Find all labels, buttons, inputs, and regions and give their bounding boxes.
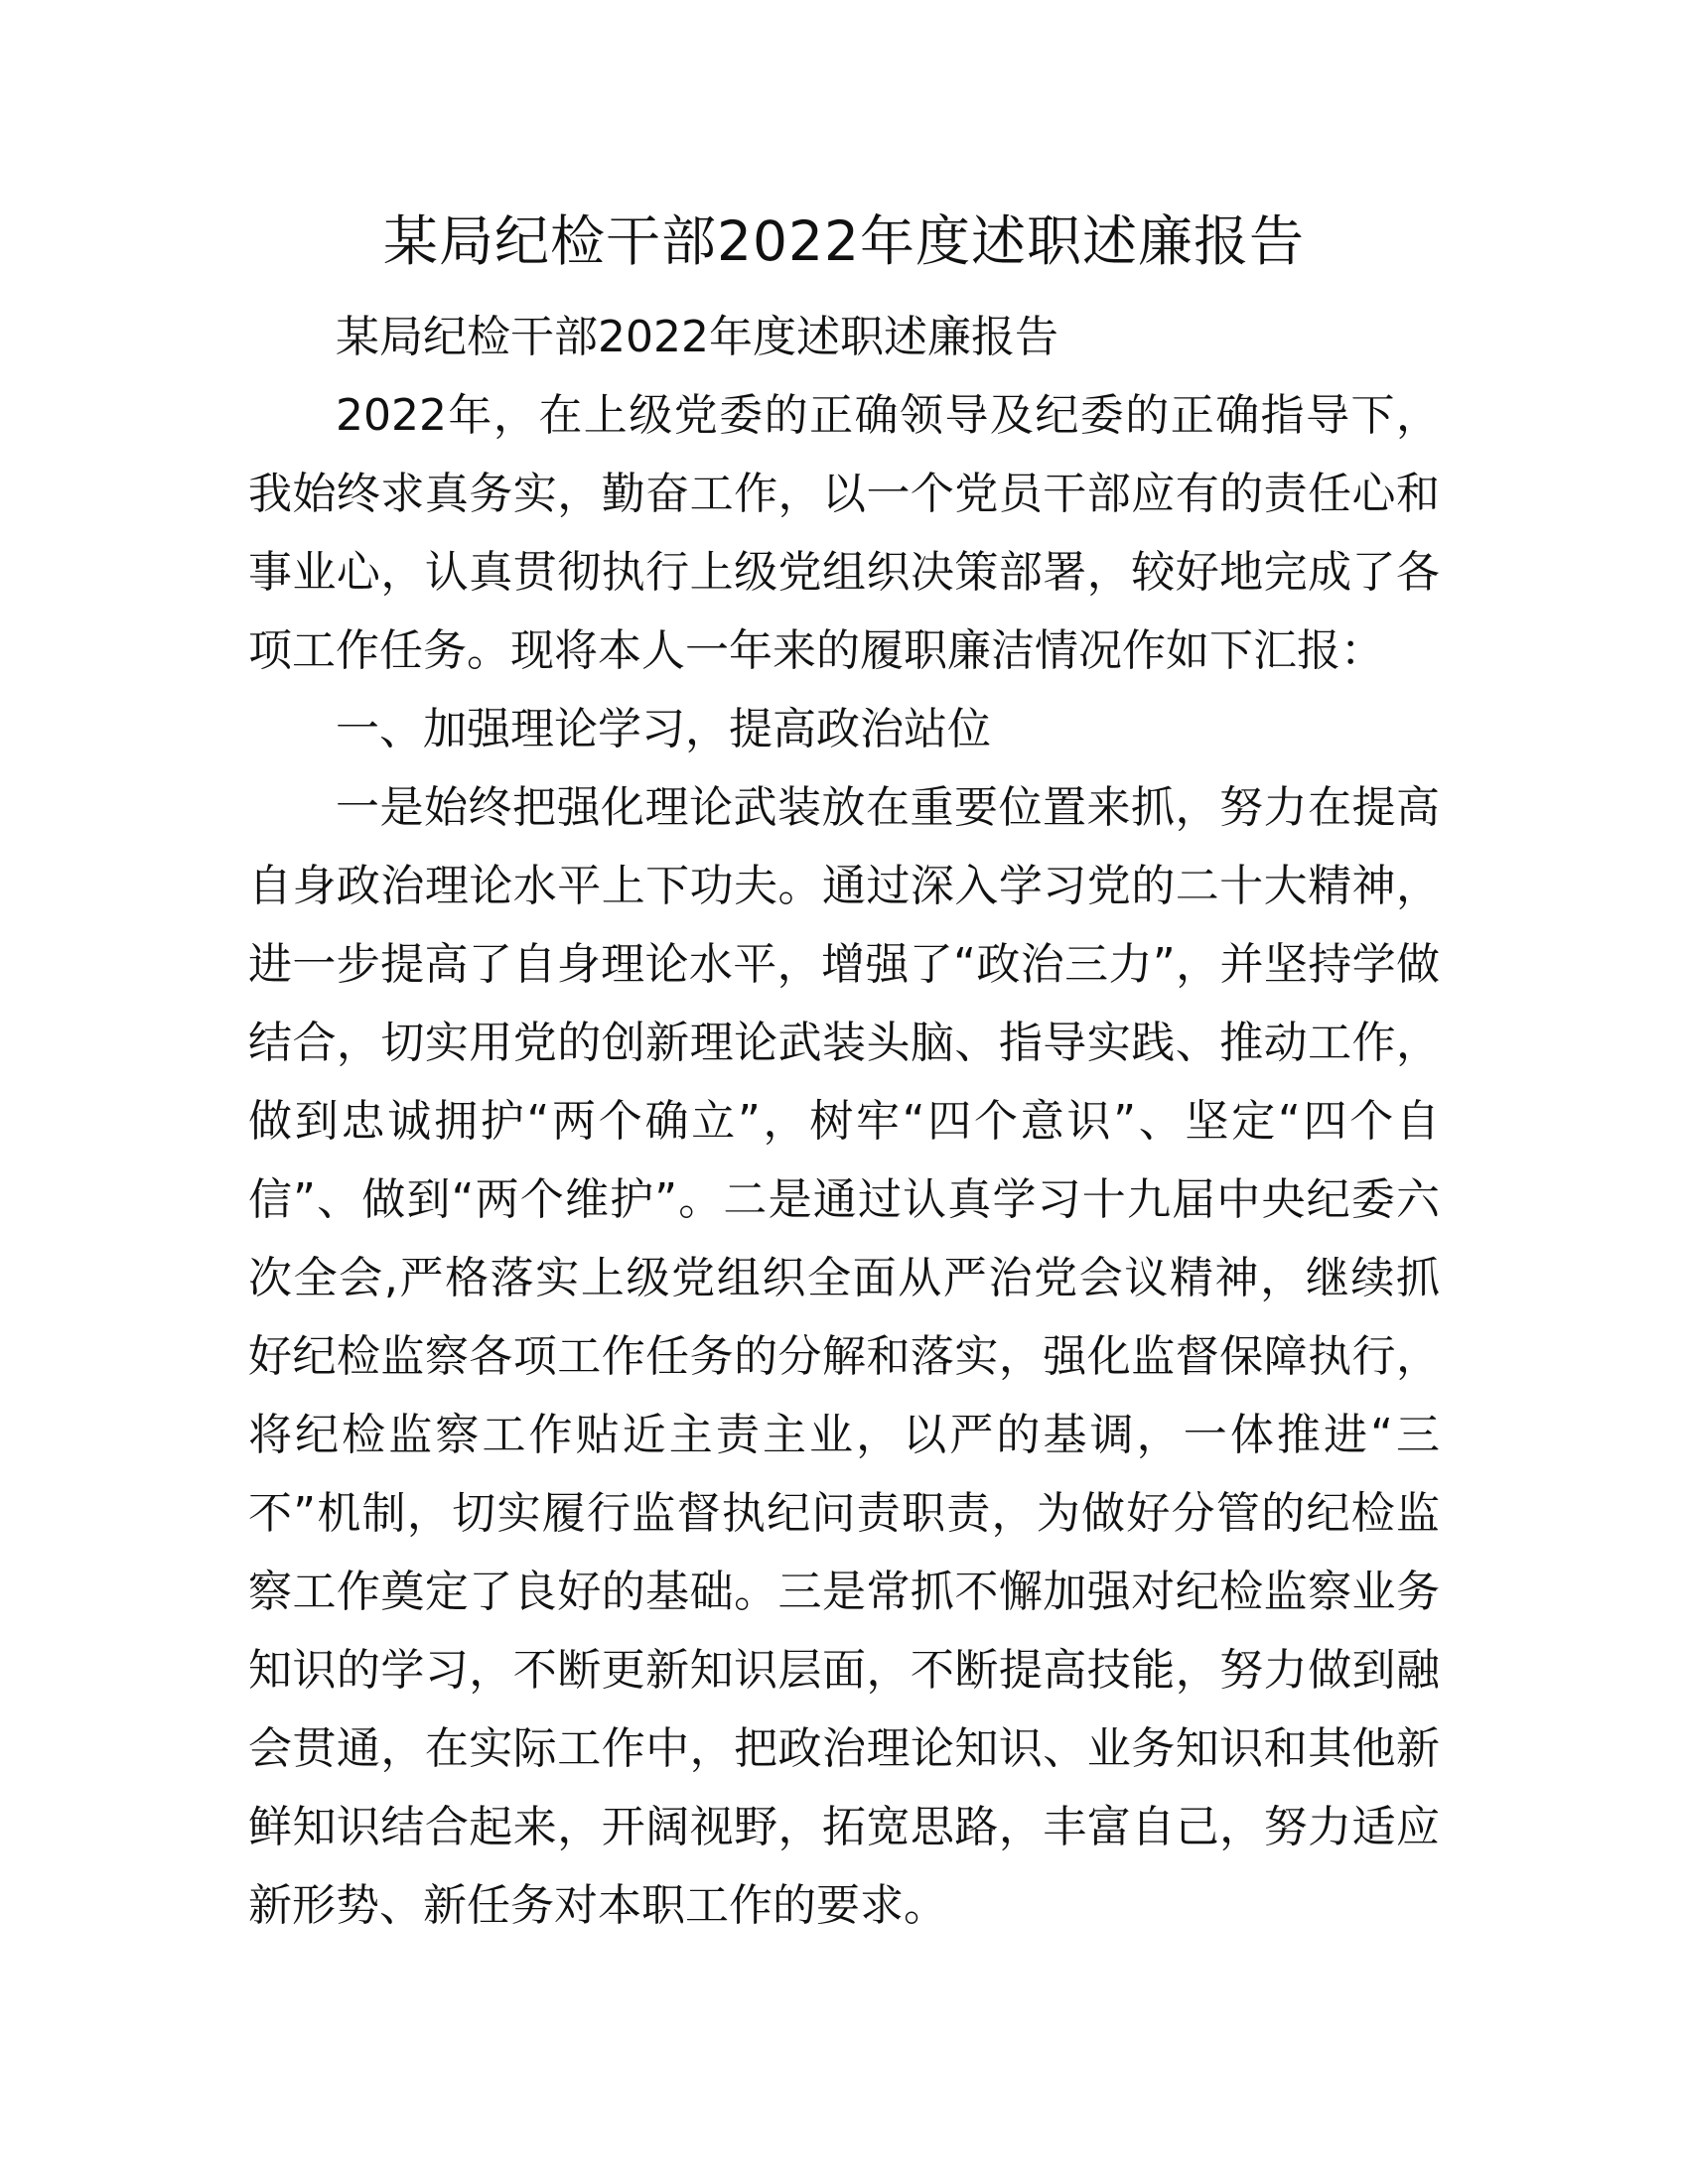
subtitle-paragraph: 某局纪检干部2022年度述职述廉报告 [336, 312, 1058, 362]
section-heading: 一、加强理论学习，提高政治站位 [336, 704, 991, 754]
intro-paragraph: 2022年，在上级党委的正确领导及纪委的正确指导下，我始终求真务实，勤奋工作，以一个党员干部应有的责任心和事业心，认真贯彻执行上级党组织决策部署，较好地完成了各项工作任务。现将本人一年来的履职廉洁情况作如下汇报： [248, 390, 1440, 676]
body-paragraph: 一是始终把强化理论武装放在重要位置来抓，努力在提高自身政治理论水平上下功夫。通过深入学习党的二十大精神，进一步提高了自身理论水平，增强了“政治三力”，并坚持学做结合，切实用党的创新理论武装头脑、指导实践、推动工作，做到忠诚拥护“两个确立”，树牢“四个意识”、坚定“四个自信”、做到“两个维护”。二是通过认真学习十九届中央纪委六次全会,严格落实上级党组织全面从严治党会议精神，继续抓好纪检监察各项工作任务的分解和落实，强化监督保障执行，将纪检监察工作贴近主责主业，以严的基调，一体推进“三不”机制，切实履行监督执纪问责职责，为做好分管的纪检监察工作奠定了良好的基础。三是常抓不懈加强对纪检监察业务知识的学习，不断更新知识层面，不断提高技能，努力做到融会贯通，在实际工作中，把政治理论知识、业务知识和其他新鲜知识结合起来，开阔视野，拓宽思路，丰富自己，努力适应新形势、新任务对本职工作的要求。 [248, 782, 1440, 1931]
document-title: 某局纪检干部2022年度述职述廉报告 [383, 209, 1305, 273]
document-body [248, 298, 1440, 1945]
